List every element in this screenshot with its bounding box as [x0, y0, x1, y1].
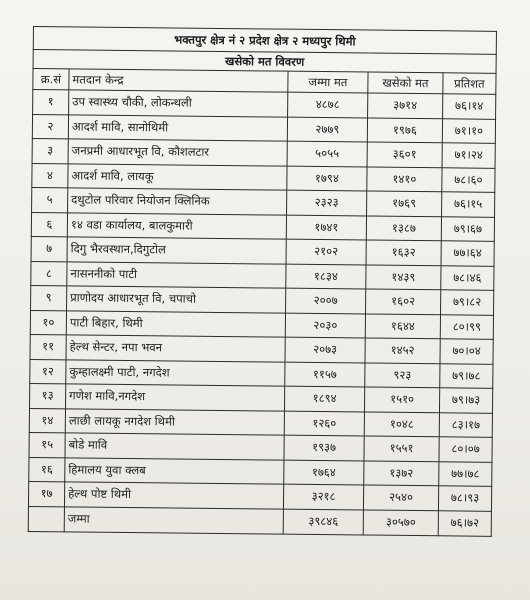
row-total-voters: २३२३: [287, 190, 367, 215]
row-percent: ७९।७८: [440, 363, 493, 388]
row-total-voters: ४८७८: [288, 92, 368, 117]
row-votes-cast: १३८७: [366, 216, 441, 241]
row-percent: ७८।६०: [442, 167, 495, 192]
row-total-voters: २७७९: [287, 117, 367, 142]
row-percent: ८०।९९: [440, 314, 493, 339]
row-votes-cast: १०४८: [364, 411, 439, 436]
row-votes-cast: १६३२: [366, 240, 441, 265]
header-percent: प्रतिशत: [443, 73, 496, 95]
row-percent: ७१।२४: [442, 143, 495, 168]
row-total-voters: १७४१: [286, 215, 366, 240]
row-sn: ९: [31, 285, 67, 310]
row-percent: ७०।०४: [440, 339, 493, 364]
row-center: हेल्थ पोष्ट थिमी: [64, 482, 283, 509]
row-total-voters: १७९४: [287, 166, 367, 191]
row-center: दथुटोल परिवार नियोजन क्लिनिक: [68, 188, 287, 215]
vote-cast-table: [28, 26, 497, 536]
total-votes-cast: ३०५७०: [363, 509, 438, 535]
row-votes-cast: १६०२: [366, 289, 441, 314]
row-sn: ६: [31, 212, 67, 237]
row-percent: ७७।७८: [439, 461, 492, 486]
row-sn: १०: [30, 310, 66, 335]
row-total-voters: २०७३: [285, 337, 365, 362]
row-center: आदर्श मावि, सानोथिमी: [68, 114, 287, 141]
row-center: उप स्वास्थ्य चौकी, लोकन्थली: [69, 90, 288, 117]
row-total-voters: ५०५५: [287, 141, 367, 166]
row-center: लाछी लायकू नगदेश थिमी: [65, 408, 284, 435]
row-total-voters: २००७: [286, 288, 366, 313]
row-votes-cast: १६४४: [365, 313, 440, 338]
row-sn: १: [33, 90, 69, 115]
row-votes-cast: १७६९: [367, 191, 442, 216]
row-total-voters: १२६०: [284, 411, 364, 436]
header-votes-cast: खसेको मत: [368, 72, 443, 94]
row-sn: ३: [32, 138, 68, 163]
header-sn: क्र.सं: [33, 69, 69, 90]
row-sn: १६: [29, 457, 65, 482]
row-total-voters: १९३७: [284, 435, 364, 460]
row-sn: १५: [29, 432, 65, 457]
row-total-voters: २०३०: [285, 313, 365, 338]
total-sn: [28, 506, 64, 531]
header-center: मतदान केन्द्र: [69, 69, 288, 92]
row-votes-cast: १५५१: [364, 436, 439, 461]
row-percent: ८३।१७: [439, 412, 492, 437]
row-votes-cast: ९२३: [365, 362, 440, 387]
row-sn: १२: [30, 359, 66, 384]
row-center: गणेश मावि,नगदेश: [65, 384, 284, 411]
row-total-voters: १८९४: [284, 386, 364, 411]
document-subtitle: खसेको मत विवरण: [33, 50, 496, 74]
row-sn: ११: [30, 334, 66, 359]
row-center: दिगु भैरवस्थान,दिगुटोल: [67, 237, 286, 264]
row-total-voters: २१०२: [286, 239, 366, 264]
row-total-voters: १८३४: [286, 264, 366, 289]
row-center: आदर्श मावि, लायकू: [68, 163, 287, 190]
row-percent: ७९।६७: [441, 216, 494, 241]
row-sn: ८: [31, 261, 67, 286]
row-sn: ५: [32, 187, 68, 212]
row-votes-cast: ३६०१: [367, 142, 442, 167]
total-label: जम्मा: [64, 506, 283, 533]
row-total-voters: १७६४: [284, 460, 364, 485]
row-votes-cast: २५४०: [363, 485, 438, 510]
header-total-voters: जम्मा मत: [288, 71, 368, 93]
row-votes-cast: ३७१४: [368, 93, 443, 118]
row-sn: १४: [29, 408, 65, 433]
row-percent: ७८।९३: [438, 486, 491, 511]
row-total-voters: ३२१८: [283, 484, 363, 509]
row-sn: १७: [28, 481, 64, 506]
row-percent: ७१।१०: [442, 118, 495, 143]
row-percent: ७६।१५: [442, 192, 495, 217]
total-percent: ७६।७२: [438, 510, 491, 536]
row-sn: ४: [32, 163, 68, 188]
row-votes-cast: १३७२: [364, 460, 439, 485]
row-sn: १३: [29, 383, 65, 408]
row-sn: २: [32, 114, 68, 139]
row-center: १४ वडा कार्यालय, बालकुमारी: [67, 212, 286, 239]
row-votes-cast: १४५२: [365, 338, 440, 363]
total-voters: ३९८४६: [283, 509, 363, 535]
row-center: प्राणोदय आधारभूत वि, चपाचो: [67, 286, 286, 313]
document-title: भक्तपुर क्षेत्र नं २ प्रदेश क्षेत्र २ मध्यपुर थिमी: [33, 27, 496, 55]
row-sn: ७: [31, 236, 67, 261]
row-center: कुम्हालक्ष्मी पाटी, नगदेश: [66, 359, 285, 386]
row-percent: ७८।४६: [441, 265, 494, 290]
total-row: [28, 506, 491, 536]
row-percent: ७९।८२: [441, 290, 494, 315]
row-total-voters: ११५७: [285, 362, 365, 387]
row-votes-cast: १४१०: [367, 167, 442, 192]
row-votes-cast: १५१०: [364, 387, 439, 412]
row-center: जनप्रमी आधारभूत वि, कौशलटार: [68, 139, 287, 166]
row-center: बोडे मावि: [65, 433, 284, 460]
row-center: हेल्थ सेन्टर, नपा भवन: [66, 335, 285, 362]
row-votes-cast: १४३९: [366, 265, 441, 290]
row-percent: ८०।०७: [439, 437, 492, 462]
row-percent: ७६।१४: [443, 94, 496, 119]
row-percent: ७७।६४: [441, 241, 494, 266]
row-center: पाटी बिहार, थिमी: [66, 310, 285, 337]
row-center: नासननीको पाटी: [67, 261, 286, 288]
row-votes-cast: १९७६: [367, 118, 442, 143]
row-center: हिमालय युवा क्लब: [65, 457, 284, 484]
row-percent: ७९।७३: [439, 388, 492, 413]
